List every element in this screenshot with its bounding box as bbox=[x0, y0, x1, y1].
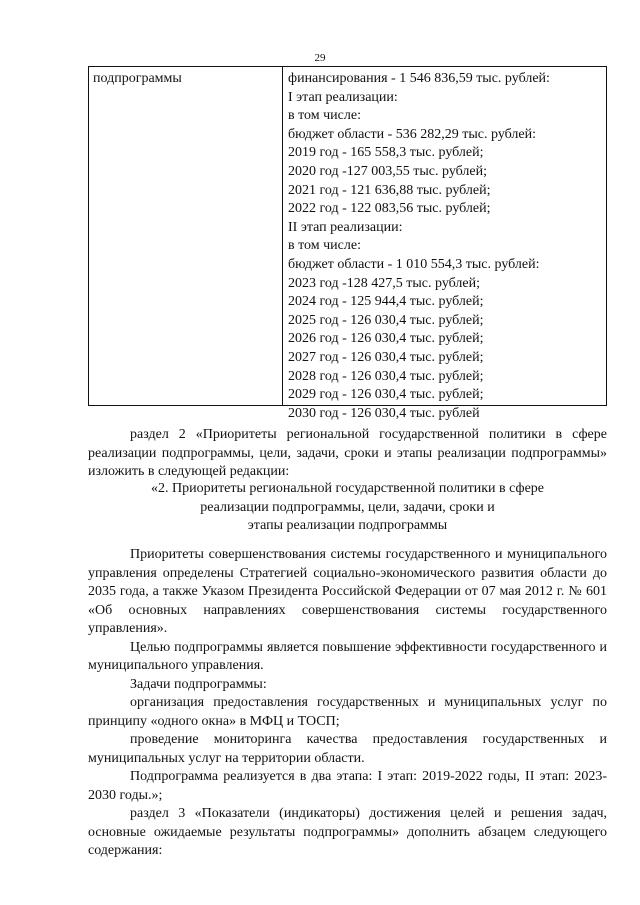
table-left-cell: подпрограммы bbox=[93, 71, 182, 86]
section2-intro: раздел 2 «Приоритеты региональной государственной политики в сфере реализации подпрограммы, цели, задачи, сроки и этапы реализации подпрограммы» изложить в следующей редакции: bbox=[88, 427, 607, 479]
table-line: 2022 год - 122 083,56 тыс. рублей; bbox=[288, 201, 491, 217]
table-right-cell bbox=[288, 70, 604, 423]
table-line: в том числе: bbox=[288, 108, 361, 124]
section2-intro-block bbox=[88, 426, 607, 482]
heading-line-1: «2. Приоритеты региональной государственной политики в сфере bbox=[150, 481, 545, 496]
table-line: 2030 год - 126 030,4 тыс. рублей bbox=[288, 405, 480, 421]
table-line: II этап реализации: bbox=[288, 219, 403, 235]
table-line: финансирования - 1 546 836,59 тыс. рублей: bbox=[288, 71, 550, 86]
section3-paragraph: раздел 3 «Показатели (индикаторы) достижения целей и решения задач, основные ожидаемые результаты подпрограммы» дополнить абзацем следующего содержания: bbox=[88, 806, 607, 858]
table-line: бюджет области - 536 282,29 тыс. рублей: bbox=[288, 126, 537, 142]
table-line: 2021 год - 121 636,88 тыс. рублей; bbox=[288, 182, 491, 198]
table-column-divider bbox=[282, 67, 283, 405]
table-line: 2027 год - 126 030,4 тыс. рублей; bbox=[288, 349, 484, 365]
table-line: 2028 год - 126 030,4 тыс. рублей; bbox=[288, 368, 484, 384]
task-2: проведение мониторинга качества предоставления государственных и муниципальных услуг на территории области. bbox=[88, 732, 607, 766]
stages-paragraph: Подпрограмма реализуется в два этапа: I этап: 2019-2022 годы, II этап: 2023-2030 годы.»; bbox=[88, 769, 607, 803]
table-line: 2025 год - 126 030,4 тыс. рублей; bbox=[288, 312, 484, 328]
section-heading bbox=[88, 480, 607, 536]
table-line: 2029 год - 126 030,4 тыс. рублей; bbox=[288, 387, 484, 403]
main-text bbox=[88, 546, 607, 861]
table-line: бюджет области - 1 010 554,3 тыс. рублей: bbox=[288, 256, 540, 272]
table-line: 2019 год - 165 558,3 тыс. рублей; bbox=[288, 145, 484, 161]
tasks-title: Задачи подпрограммы: bbox=[130, 676, 267, 692]
page-number: 29 bbox=[314, 52, 326, 64]
heading-line-3: этапы реализации подпрограммы bbox=[247, 518, 448, 533]
table-line: в том числе: bbox=[288, 238, 361, 254]
goal-paragraph: Целью подпрограммы является повышение эффективности государственного и муниципального управления. bbox=[88, 639, 607, 673]
financing-table bbox=[88, 66, 607, 421]
task-1: организация предоставления государственных и муниципальных услуг по принципу «одного окна» в МФЦ и ТОСП; bbox=[88, 695, 607, 729]
table-line: 2020 год -127 003,55 тыс. рублей; bbox=[288, 163, 488, 179]
table-line: 2024 год - 125 944,4 тыс. рублей; bbox=[288, 294, 484, 310]
table-line: 2023 год -128 427,5 тыс. рублей; bbox=[288, 275, 481, 291]
table-line: I этап реализации: bbox=[288, 89, 398, 105]
table-line: 2026 год - 126 030,4 тыс. рублей; bbox=[288, 331, 484, 347]
priorities-paragraph: Приоритеты совершенствования системы государственного и муниципального управления определены Стратегией социально-экономического развития области до 2035 года, а также Указом Президента Российской Федерации от 07 мая 2012 г. № 601 «Об основных направлениях совершенствования системы государственного управления». bbox=[88, 547, 607, 636]
heading-line-2: реализации подпрограммы, цели, задачи, сроки и bbox=[200, 499, 495, 515]
